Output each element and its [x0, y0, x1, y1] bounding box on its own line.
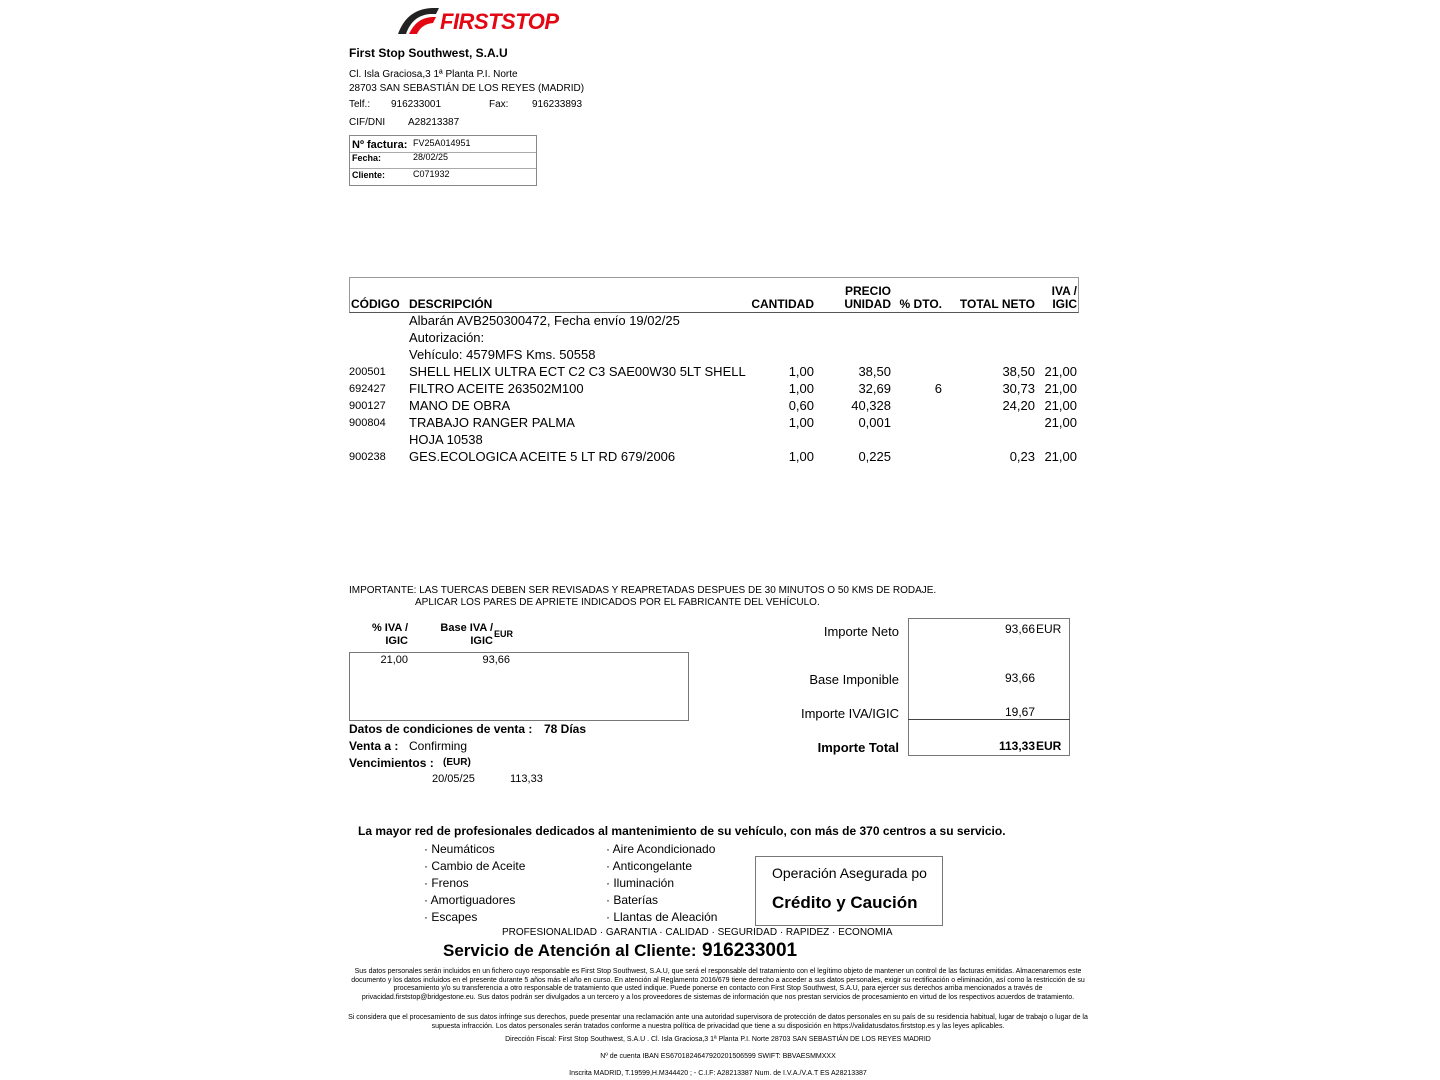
vat-pct-header-line2: IGIC: [385, 635, 408, 647]
service-item: · Neumáticos: [424, 842, 495, 856]
service-item: · Baterías: [606, 893, 659, 907]
cell-quantity: 1,00: [788, 449, 814, 464]
cell-net-total: 0,23: [1009, 449, 1035, 464]
col-description-header: DESCRIPCIÓN: [409, 297, 493, 311]
phone-value: 916233001: [391, 99, 442, 110]
cell-code: 692427: [349, 383, 386, 395]
sale-conditions-label: Datos de condiciones de venta :: [349, 722, 533, 736]
totals-box: [908, 618, 1070, 756]
vat-pct-header-line1: % IVA /: [371, 622, 408, 634]
fiscal-address: Dirección Fiscal: First Stop Southwest, S.A.U . Cl. Isla Graciosa,3 1ª Planta P.I. Norte 28703 SAN SEBASTIÁN DE LOS REYES MADRID: [505, 1036, 931, 1043]
sale-conditions-value: 78 Días: [544, 722, 587, 736]
note-delivery: Albarán AVB250300472, Fecha envío 19/02/25: [409, 313, 680, 328]
total-amount-currency: EUR: [1036, 739, 1062, 753]
col-price-header-line2: UNIDAD: [844, 297, 891, 311]
firststop-logo: [396, 4, 566, 38]
cell-unit-price: 0,225: [858, 449, 891, 464]
due-amount-value: 113,33: [510, 773, 543, 785]
due-dates-currency: (EUR): [443, 757, 471, 768]
service-item: · Iluminación: [606, 876, 675, 890]
cell-description: SHELL HELIX ULTRA ECT C2 C3 SAE00W30 5LT SHELL: [409, 364, 746, 379]
bank-account: Nº de cuenta IBAN ES6701824647920201506599 SWIFT: BBVAESMMXXX: [600, 1053, 836, 1060]
cell-vat: 21,00: [1044, 449, 1077, 464]
services-list-left: [424, 841, 525, 926]
taxable-base-label: Base Imponible: [809, 672, 899, 687]
total-amount-label: Importe Total: [817, 740, 899, 755]
vat-base-value: 93,66: [482, 654, 510, 666]
cell-unit-price: 40,328: [851, 398, 891, 413]
insurance-line2: Crédito y Caución: [772, 893, 918, 912]
invoice-date-value: 28/02/25: [413, 152, 449, 162]
cif-label: CIF/DNI: [349, 117, 386, 128]
service-item: · Escapes: [424, 910, 478, 924]
note-vehicle: Vehículo: 4579MFS Kms. 50558: [409, 347, 596, 362]
customer-service-phone: 916233001: [702, 940, 798, 961]
complaint-notice: Si considera que el procesamiento de sus datos infringe sus derechos, puede presentar una reclamación ante una autoridad supervisora de protección de datos personales en su país de su residencia habitual, lugar de trabajo o lugar de la supuesta infracción. Los datos personales serán tratados conforme a nuestra política de privacidad que tiene a su disposición en https://validatusdatos.firststop.es y las leyes aplicables.: [348, 1014, 1088, 1030]
fax-label: Fax:: [489, 99, 509, 110]
cell-net-total: 38,50: [1002, 364, 1035, 379]
important-note-line2: APLICAR LOS PARES DE APRIETE INDICADOS POR EL FABRICANTE DEL VEHÍCULO.: [415, 597, 820, 608]
vat-base-header-line2: IGIC: [470, 635, 493, 647]
due-dates-label: Vencimientos :: [349, 756, 434, 770]
service-item: · Anticongelante: [606, 859, 693, 873]
network-headline: La mayor red de profesionales dedicados al mantenimiento de su vehículo, con más de 370 centros a su servicio.: [358, 824, 1006, 838]
cell-quantity: 1,00: [788, 381, 814, 396]
company-name: First Stop Southwest, S.A.U: [349, 46, 508, 60]
cell-vat: 21,00: [1044, 364, 1077, 379]
cell-unit-price: 0,001: [858, 415, 891, 430]
col-vat-header-line2: IGIC: [1052, 297, 1077, 311]
cell-code: 900127: [349, 400, 386, 412]
vat-currency-header: EUR: [494, 629, 514, 639]
vat-base-header-line1: Base IVA /: [440, 622, 493, 634]
vat-amount-label: Importe IVA/IGIC: [800, 706, 899, 721]
company-address-line1: Cl. Isla Graciosa,3 1ª Planta P.I. Norte: [349, 69, 518, 80]
taxable-base-value: 93,66: [1004, 671, 1035, 685]
values-tagline: PROFESIONALIDAD · GARANTIA · CALIDAD · SEGURIDAD · RAPIDEZ · ECONOMIA: [502, 927, 893, 938]
cell-description: MANO DE OBRA: [409, 398, 511, 413]
cell-discount: 6: [934, 381, 942, 396]
cell-quantity: 1,00: [788, 415, 814, 430]
col-net-header: TOTAL NETO: [959, 297, 1035, 311]
invoice-number-row: [350, 136, 536, 153]
invoice-client-value: C071932: [413, 169, 450, 179]
cell-vat: 21,00: [1044, 381, 1077, 396]
invoice-number-label: Nº factura:: [352, 139, 408, 151]
cell-code: 900238: [349, 451, 386, 463]
cell-quantity: 1,00: [788, 364, 814, 379]
vat-amount-value: 19,67: [1004, 705, 1035, 719]
logo-wordmark: FIRSTSTOP: [440, 9, 559, 34]
due-date-value: 20/05/25: [432, 773, 475, 785]
cell-vat: 21,00: [1044, 415, 1077, 430]
col-price-header-line1: PRECIO: [844, 284, 891, 298]
service-item: · Aire Acondicionado: [606, 842, 716, 856]
cell-description: GES.ECOLOGICA ACEITE 5 LT RD 679/2006: [409, 449, 676, 464]
note-authorization: Autorización:: [409, 330, 485, 345]
net-amount-label: Importe Neto: [823, 624, 899, 639]
col-quantity-header: CANTIDAD: [751, 297, 814, 311]
service-item: · Amortiguadores: [424, 893, 516, 907]
payment-method-value: Confirming: [409, 739, 468, 753]
col-code-header: CÓDIGO: [351, 297, 400, 311]
cell-description: HOJA 10538: [409, 432, 483, 447]
phone-label: Telf.:: [349, 99, 371, 110]
cif-value: A28213387: [408, 117, 460, 128]
col-discount-header: % DTO.: [899, 297, 942, 311]
cell-description: FILTRO ACEITE 263502M100: [409, 381, 584, 396]
col-vat-header-line1: IVA /: [1051, 284, 1077, 298]
important-note-line1: IMPORTANTE: LAS TUERCAS DEBEN SER REVISADAS Y REAPRETADAS DESPUES DE 30 MINUTOS O 50 KMS DE RODAJE.: [349, 585, 937, 596]
invoice-client-row: [350, 168, 536, 184]
invoice-info-box: [349, 135, 537, 186]
payment-method-label: Venta a :: [349, 739, 399, 753]
invoice-date-label: Fecha:: [352, 153, 382, 163]
totals-divider: [908, 719, 1070, 720]
service-item: · Llantas de Aleación: [606, 910, 718, 924]
invoice-date-row: [350, 152, 536, 169]
total-amount-value: 113,33: [998, 739, 1035, 753]
company-address-line2: 28703 SAN SEBASTIÁN DE LOS REYES (MADRID): [349, 83, 585, 94]
invoice-client-label: Cliente:: [352, 170, 386, 180]
cell-description: TRABAJO RANGER PALMA: [409, 415, 575, 430]
cell-quantity: 0,60: [788, 398, 814, 413]
registry-info: Inscrita MADRID, T.19599,H.M344420 ; - C.I.F: A28213387 Num. de I.V.A./V.A.T ES A28213387: [569, 1070, 867, 1077]
cell-code: 900804: [349, 417, 386, 429]
cell-net-total: 30,73: [1002, 381, 1035, 396]
net-amount-value: 93,66: [1004, 622, 1035, 636]
fax-value: 916233893: [532, 99, 583, 110]
cell-net-total: 24,20: [1002, 398, 1035, 413]
cell-code: 200501: [349, 366, 386, 378]
insurance-line1: Operación Asegurada po: [772, 865, 927, 881]
privacy-notice: Sus datos personales serán incluidos en un fichero cuyo responsable es First Stop Southwest, S.A.U, que será el responsable del tratamiento con el legítimo objeto de mantener un control de las facturas emitidas. Almacenaremos este documento y los datos incluidos en el presente durante 5 años más el año en curso. En atención al Reglamento 2016/679 tiene derecho a acceder a sus datos personales, exigir su rectificación o eliminación, así como la restricción de su procesamiento y/o su transferencia a otro responsable de tratamiento que usted indique. Puede ponerse en contacto con First Stop Southwest, S.A.U, para ejercer sus derechos arriba mencionados a través de privacidad.firststop@bridgestone.eu. Sus datos podrán ser divulgados a un tercero y a los proveedores de sistemas de información que nos prestan servicios de procesamiento en virtud de los respectivos acuerdos de tratamiento.: [351, 968, 1085, 1001]
invoice-number-value: FV25A014951: [413, 138, 471, 148]
cell-unit-price: 32,69: [858, 381, 891, 396]
service-item: · Frenos: [424, 876, 469, 890]
service-item: · Cambio de Aceite: [424, 859, 526, 873]
cell-vat: 21,00: [1044, 398, 1077, 413]
customer-service-label: Servicio de Atención al Cliente:: [443, 941, 697, 960]
cell-unit-price: 38,50: [858, 364, 891, 379]
logo-swoosh-icon: [396, 4, 440, 38]
net-amount-currency: EUR: [1036, 622, 1062, 636]
services-list-right: [606, 841, 717, 926]
vat-pct-value: 21,00: [380, 654, 408, 666]
